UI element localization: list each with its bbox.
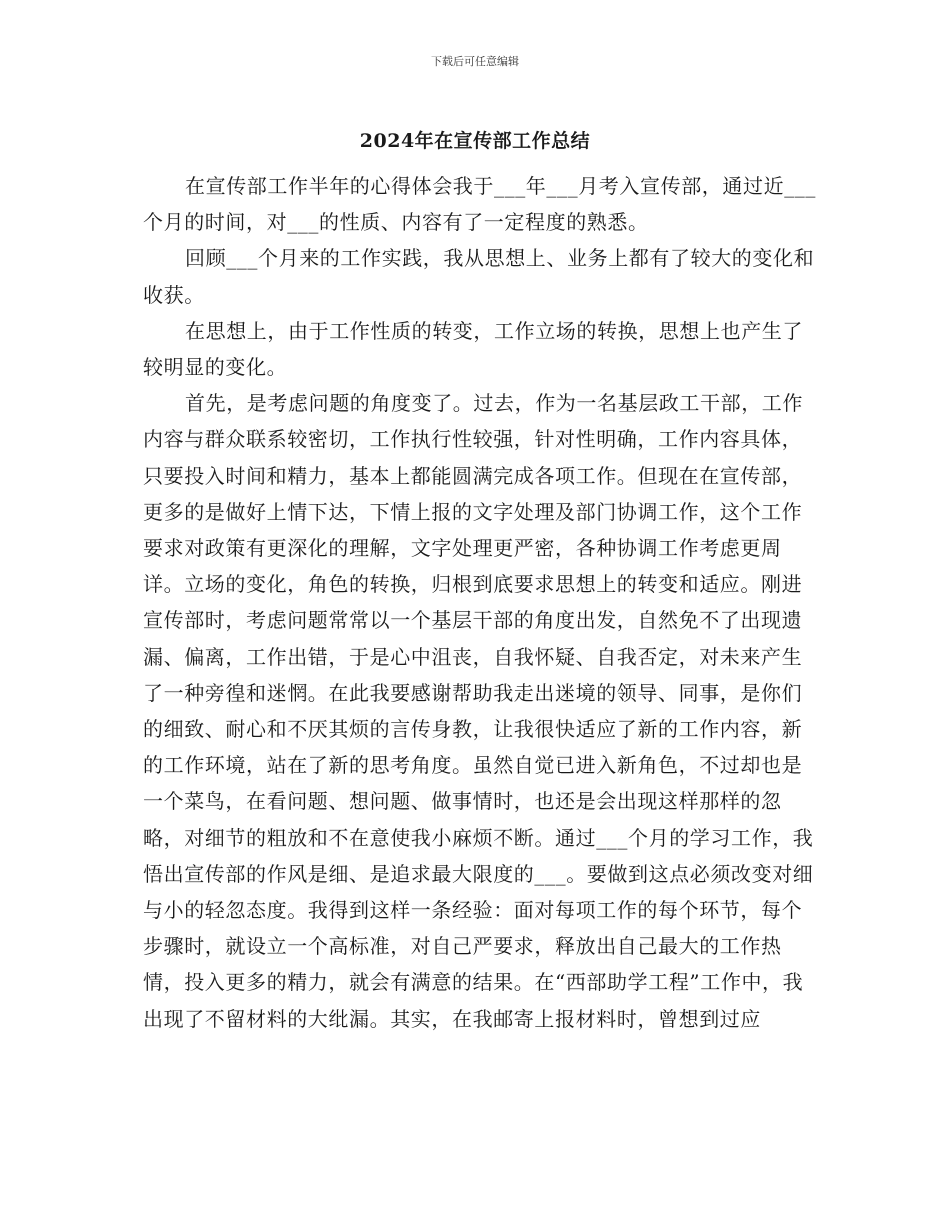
page-header-note: 下载后可任意编辑 xyxy=(431,55,519,68)
document-title: 2024年在宣传部工作总结 xyxy=(359,130,591,152)
paragraph: 回顾___个月来的工作实践，我从思想上、业务上都有了较大的变化和收获。 xyxy=(143,246,815,307)
paragraph: 在思想上，由于工作性质的转变，工作立场的转换，思想上也产生了较明显的变化。 xyxy=(143,318,803,380)
paragraph: 首先，是考虑问题的角度变了。过去，作为一名基层政工干部，工作内容与群众联系较密切，工作执行性较强，针对性明确，工作内容具体，只要投入时间和精力，基本上都能圆满完成各项工作。但现在在宣传部，更多的是做好上情下达，下情上报的文字处理及部门协调工作，这个工作要求对政策有更深化的理解，文字处理更严密，各种协调工作考虑更周详。立场的变化，角色的转换，归根到底要求思想上的转变和适应。刚进宣传部时，考虑问题常常以一个基层干部的角度出发，自然免不了出现遗漏、偏离，工作出错，于是心中沮丧，自我怀疑、自我否定，对未来产生了一种旁徨和迷惘。在此我要感谢帮助我走出迷境的领导、同事，是你们的细致、耐心和不厌其烦的言传身教，让我很快适应了新的工作内容，新的工作环境，站在了新的思考角度。虽然自觉已进入新角色，不过却也是一个菜鸟，在看问题、想问题、做事情时，也还是会出现这样那样的忽略，对细节的粗放和不在意使我小麻烦不断。通过___个月的学习工作，我悟出宣传部的作风是细、是追求最大限度的___。要做到这点必须改变对细与小的轻忽态度。我得到这样一条经验：面对每项工作的每个环节，每个步骤时，就设立一个高标准，对自己严要求，释放出自己最大的工作热情，投入更多的精力，就会有满意的结果。在“西部助学工程”工作中，我出现了不留材料的大纰漏。其实，在我邮寄上报材料时，曾想到过应 xyxy=(143,391,814,1031)
document-body xyxy=(143,168,819,1037)
paragraph: 在宣传部工作半年的心得体会我于___年___月考入宣传部，通过近___个月的时间，对___的性质、内容有了一定程度的熟悉。 xyxy=(143,174,816,235)
